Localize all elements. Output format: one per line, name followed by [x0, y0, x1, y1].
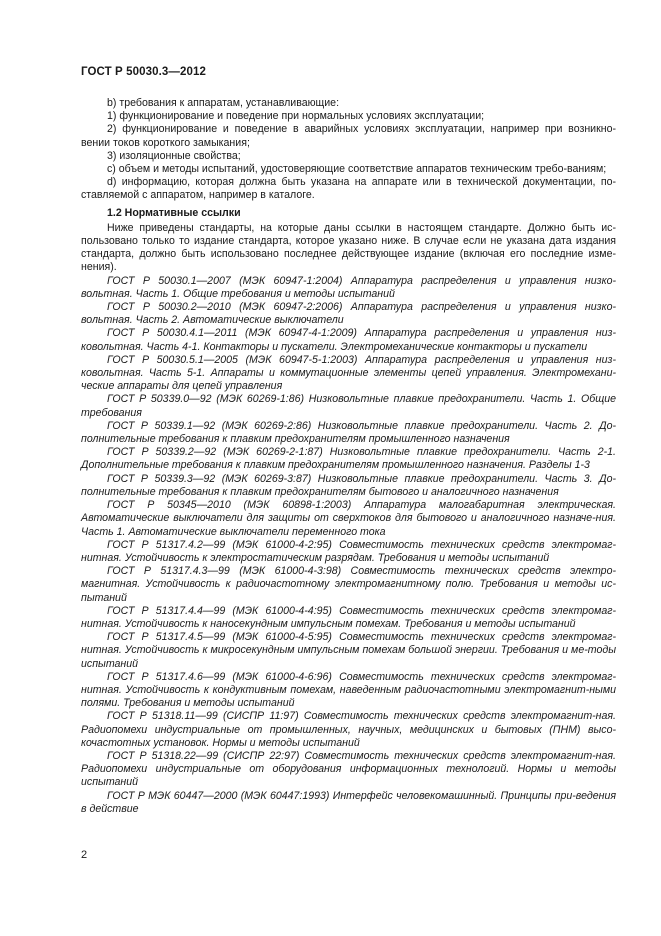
reference-item: ГОСТ Р МЭК 60447—2000 (МЭК 60447:1993) Интерфейс человекомашинный. Принципы при-ведения в действие — [81, 789, 616, 815]
reference-item: ГОСТ Р 50030.4.1—2011 (МЭК 60947-4-1:2009) Аппаратура распределения и управления низ-ковольтная. Часть 4-1. Контакторы и пускатели. Электромеханические контакторы и пускатели — [81, 327, 616, 353]
document-header: ГОСТ Р 50030.3—2012 — [81, 66, 206, 78]
reference-item: ГОСТ Р 51317.4.3—99 (МЭК 61000-4-3:98) Совместимость технических средств электро-магнитная. Устойчивость к радиочастотному электромагнитному полю. Требования и методы ис-пытаний — [81, 565, 616, 604]
reference-item: ГОСТ Р 50345—2010 (МЭК 60898-1:2003) Аппаратура малогабаритная электрическая. Автоматические выключатели для защиты от сверхтоков для бытового и аналогичного назначе-ния. Часть 1. Автоматические выключатели переменного тока — [81, 499, 616, 538]
reference-item: ГОСТ Р 51317.4.6—99 (МЭК 61000-4-6:96) Совместимость технических средств электромаг-нитная. Устойчивость к кондуктивным помехам, наведенным радиочастотными электромагнит-ными полями. Требования и методы испытаний — [81, 670, 616, 710]
reference-item: ГОСТ Р 50339.0—92 (МЭК 60269-1:86) Низковольтные плавкие предохранители. Часть 1. Общие требования — [81, 393, 616, 419]
reference-item: ГОСТ Р 51318.22—99 (СИСПР 22:97) Совместимость технических средств электромагнит-ная. Радиопомехи индустриальные от оборудования информационных технологий. Нормы и методы испытаний — [81, 749, 616, 789]
reference-item: ГОСТ Р 50030.2—2010 (МЭК 60947-2:2006) Аппаратура распределения и управления низко-вольтная. Часть 2. Автоматические выключатели — [81, 301, 616, 327]
paragraph: 2) функционирование и поведение в аварийных условиях эксплуатации, например при возникно-вении токов короткого замыкания; — [81, 123, 616, 149]
page-number: 2 — [81, 849, 88, 861]
reference-item: ГОСТ Р 51317.4.4—99 (МЭК 61000-4-4:95) Совместимость технических средств электромаг-нитная. Устойчивость к наносекундным импульсным помехам. Требования и методы испытаний — [81, 604, 616, 630]
paragraph: 3) изоляционные свойства; — [107, 149, 241, 162]
reference-item: ГОСТ Р 51317.4.5—99 (МЭК 61000-4-5:95) Совместимость технических средств электромаг-нитная. Устойчивость к микросекундным импульсным помехам большой энергии. Требования и ме-тоды испытаний — [81, 631, 616, 670]
reference-item: ГОСТ Р 50339.3—92 (МЭК 60269-3:87) Низковольтные плавкие предохранители. Часть 3. До-полнительные требования к плавким предохранителям бытового и аналогичного назначения — [81, 472, 616, 498]
paragraph: b) требования к аппаратам, устанавливающие: — [107, 97, 340, 109]
reference-item: ГОСТ Р 50339.2—92 (МЭК 60269-2-1:87) Низковольтные плавкие предохранители. Часть 2-1. Дополнительные требования к плавким предохранителям промышленного назначения. Разделы 1-3 — [81, 446, 616, 472]
section-title: 1.2 Нормативные ссылки — [107, 206, 241, 219]
paragraph: 1) функционирование и поведение при нормальных условиях эксплуатации; — [107, 110, 485, 123]
document-body — [81, 97, 616, 816]
reference-item: ГОСТ Р 50030.1—2007 (МЭК 60947-1:2004) Аппаратура распределения и управления низко-вольтная. Часть 1. Общие требования и методы испытаний — [81, 274, 616, 300]
paragraph: c) объем и методы испытаний, удостоверяющие соответствие аппаратов техническим требо-ваниям; — [107, 163, 607, 176]
reference-item: ГОСТ Р 51317.4.2—99 (МЭК 61000-4-2:95) Совместимость технических средств электромаг-нитная. Устойчивость к электростатическим разрядам. Требования и методы испытаний — [81, 538, 616, 564]
paragraph: d) информацию, которая должна быть указана на аппарате или в технической документации, по-ставляемой с аппаратом, например в каталоге. — [81, 176, 616, 202]
reference-item: ГОСТ Р 50339.1—92 (МЭК 60269-2:86) Низковольтные плавкие предохранители. Часть 2. До-полнительные требования к плавким предохранителям промышленного назначения — [81, 419, 616, 446]
section-intro: Ниже приведены стандарты, на которые даны ссылки в настоящем стандарте. Должно быть ис-пользовано только то издание стандарта, которое указано ниже. В случае если не указана дата издания стандарта, должно быть использовано последнее действующее издание (включая его последние изме-нения). — [81, 221, 616, 274]
reference-item: ГОСТ Р 50030.5.1—2005 (МЭК 60947-5-1:2003) Аппаратура распределения и управления низ-ковольтная. Часть 5-1. Аппараты и коммутационные элементы цепей управления. Электромехани-ческие аппараты для цепей управления — [81, 353, 616, 393]
reference-item: ГОСТ Р 51318.11—99 (СИСПР 11:97) Совместимость технических средств электромагнит-ная. Радиопомехи индустриальные от промышленных, научных, медицинских и бытовых (ПНМ) высо-кочастотных установок. Нормы и методы испытаний — [81, 710, 616, 749]
